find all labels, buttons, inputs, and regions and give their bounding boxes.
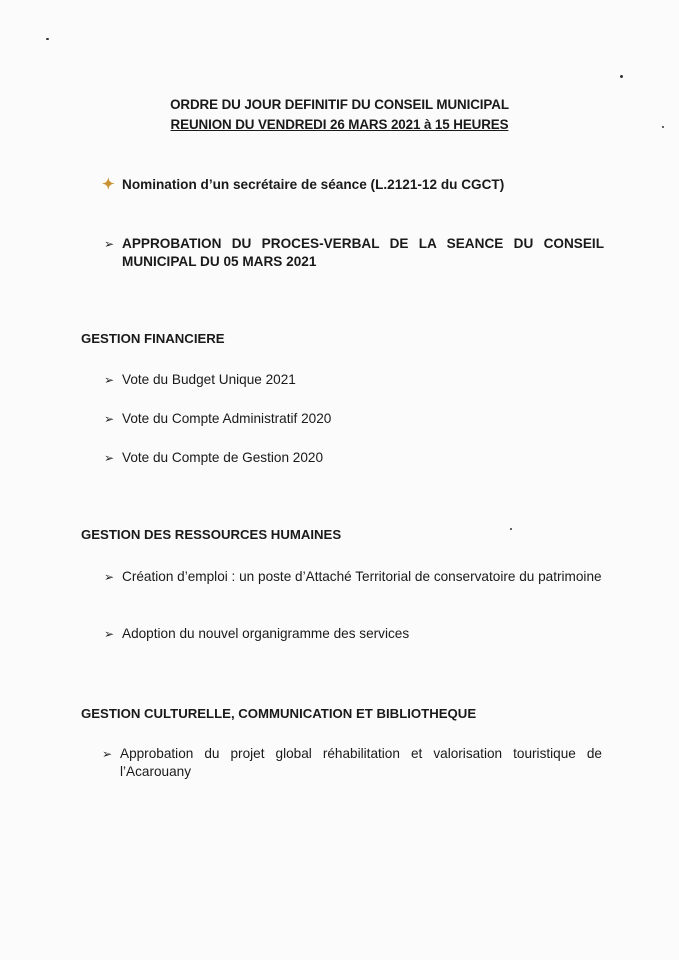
agenda-item-job-creation bbox=[104, 568, 602, 586]
agenda-item-acarouany-project bbox=[102, 745, 602, 781]
section-title-culture: GESTION CULTURELLE, COMMUNICATION ET BIBLIOTHEQUE bbox=[81, 706, 477, 721]
arrow-bullet-icon: ➢ bbox=[104, 412, 115, 426]
agenda-item-label: Vote du Budget Unique 2021 bbox=[122, 372, 296, 387]
agenda-item-admin-account bbox=[104, 410, 564, 428]
agenda-item-label: APPROBATION DU PROCES-VERBAL DE LA SEANCE DU CONSEIL MUNICIPAL DU 05 MARS 2021 bbox=[122, 236, 604, 269]
scan-speck bbox=[620, 75, 623, 78]
arrow-bullet-icon: ➢ bbox=[104, 451, 115, 465]
star-bullet-icon: ✦ bbox=[102, 176, 115, 193]
arrow-bullet-icon: ➢ bbox=[104, 627, 115, 641]
agenda-item-management-account bbox=[104, 449, 564, 467]
document-title: ORDRE DU JOUR DEFINITIF DU CONSEIL MUNICIPAL bbox=[170, 97, 509, 112]
agenda-item-label: Nomination d’un secrétaire de séance (L.2121-12 du CGCT) bbox=[122, 177, 505, 192]
agenda-item-approval bbox=[104, 235, 604, 271]
agenda-item-budget bbox=[104, 371, 564, 389]
scan-speck bbox=[510, 528, 512, 530]
meeting-date-subtitle: REUNION DU VENDREDI 26 MARS 2021 à 15 HEURES bbox=[170, 117, 509, 132]
agenda-item-label: Création d’emploi : un poste d’Attaché Territorial de conservatoire du patrimoine bbox=[122, 569, 602, 584]
arrow-bullet-icon: ➢ bbox=[104, 237, 115, 251]
agenda-item-organigram bbox=[104, 625, 564, 643]
section-title-hr: GESTION DES RESSOURCES HUMAINES bbox=[81, 527, 342, 542]
agenda-item-secretary bbox=[102, 176, 562, 194]
agenda-item-label: Vote du Compte Administratif 2020 bbox=[122, 411, 332, 426]
agenda-item-label: Approbation du projet global réhabilitation et valorisation touristique de l’Acarouany bbox=[120, 746, 602, 779]
arrow-bullet-icon: ➢ bbox=[104, 570, 115, 584]
arrow-bullet-icon: ➢ bbox=[104, 373, 115, 387]
arrow-bullet-icon: ➢ bbox=[102, 747, 113, 761]
agenda-item-label: Adoption du nouvel organigramme des services bbox=[122, 626, 410, 641]
scan-speck bbox=[46, 38, 49, 40]
section-title-finance: GESTION FINANCIERE bbox=[81, 331, 225, 346]
agenda-item-label: Vote du Compte de Gestion 2020 bbox=[122, 450, 324, 465]
